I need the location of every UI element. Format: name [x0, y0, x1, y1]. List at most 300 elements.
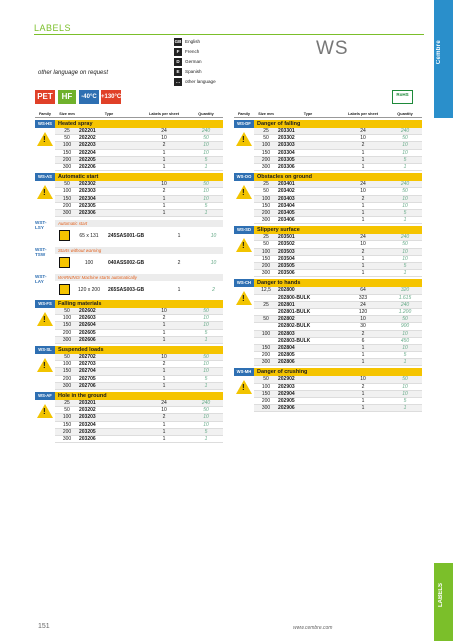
- table-cell: 10: [203, 421, 209, 428]
- table-cell: 203202: [79, 407, 96, 414]
- table-row: [254, 352, 422, 359]
- table-row: [55, 203, 223, 210]
- group-title-text: Suspended loads: [58, 347, 104, 353]
- table-cell: 24: [360, 234, 366, 241]
- table-cell: 2: [361, 248, 365, 255]
- group-rows: [254, 128, 422, 171]
- column-header-cell: Quantity: [397, 112, 413, 116]
- table-row: [254, 217, 422, 224]
- table-cell: 10: [360, 376, 366, 383]
- group-rows: [254, 234, 422, 277]
- table-cell: 24: [161, 399, 167, 406]
- table-cell: 50: [64, 354, 70, 360]
- table-cell: 10: [402, 149, 408, 156]
- table-row: [254, 323, 422, 330]
- language-name: other language: [185, 79, 216, 84]
- table-cell: 300: [62, 435, 72, 442]
- side-tab: [434, 563, 453, 641]
- wst-body: [55, 220, 223, 244]
- page-number: 151: [38, 623, 50, 630]
- table-cell: 150: [261, 255, 271, 262]
- table-cell: 50: [402, 241, 408, 248]
- group-tag: WS-CH: [234, 279, 254, 287]
- other-language-note: other language on request: [38, 70, 109, 76]
- language-item: [174, 67, 216, 77]
- table-cell: 300: [62, 209, 72, 216]
- group-pictogram: [35, 346, 55, 390]
- table-row: [254, 376, 422, 383]
- table-cell: 25: [263, 301, 269, 308]
- table-cell: 50: [203, 354, 209, 360]
- language-list: [174, 37, 216, 87]
- table-row: [254, 188, 422, 195]
- column-header: [35, 110, 223, 118]
- group-body: [55, 300, 223, 344]
- table-cell: 2: [361, 330, 365, 337]
- table-cell: 203303: [278, 142, 295, 149]
- column-header-cell: Type: [303, 112, 313, 116]
- table-cell: 203306: [278, 163, 295, 170]
- table-cell: [254, 295, 278, 301]
- wst-note: [55, 247, 223, 254]
- wst-note-text: Starts without warning: [58, 248, 102, 254]
- group-body: [254, 120, 422, 171]
- table-cell: 50: [64, 407, 70, 414]
- table-cell: 10: [360, 241, 366, 248]
- wst-qty: 10: [210, 232, 217, 239]
- table-cell: 1: [361, 163, 365, 170]
- table-cell: 30: [360, 323, 366, 330]
- table-row: [254, 345, 422, 352]
- group-tag: WS-OO: [234, 173, 254, 181]
- product-code: WS: [316, 38, 349, 59]
- table-row: [55, 142, 223, 149]
- table-cell: 50: [263, 188, 269, 195]
- table-cell: 50: [64, 181, 70, 188]
- language-item: [174, 47, 216, 57]
- group-rows: [55, 308, 223, 344]
- table-cell: 1: [361, 263, 365, 269]
- language-code: E: [174, 68, 182, 76]
- wst-tag: WST-LSY: [35, 220, 47, 231]
- warning-sign-icon: [236, 132, 252, 146]
- table-cell: 24: [360, 181, 366, 188]
- table-cell: 203206: [79, 435, 96, 442]
- table-row: [55, 383, 223, 390]
- table-cell: 1: [361, 255, 365, 262]
- table-cell: 100: [261, 383, 271, 390]
- wst-type: 245SAS001-GB: [108, 232, 145, 239]
- wst-tag: WST-TSW: [35, 247, 47, 258]
- table-cell: 1: [361, 398, 365, 404]
- table-cell: 1: [361, 270, 365, 277]
- table-cell: 1: [162, 421, 166, 428]
- table-row: [254, 316, 422, 323]
- table-cell: 202802: [278, 316, 295, 323]
- table-cell: 202802-BULK: [278, 323, 311, 330]
- wst-label-icon: [59, 257, 70, 268]
- group-body: [254, 226, 422, 277]
- table-row: [55, 436, 223, 443]
- column-header-cell: Type: [104, 112, 114, 116]
- table-cell: 50: [402, 135, 408, 142]
- table-row: [254, 210, 422, 217]
- group-tag: WS-SL: [35, 346, 55, 354]
- table-row: [254, 150, 422, 157]
- wst-note-text: WARNING! Machine starts automatically: [58, 275, 137, 281]
- table-row: [254, 270, 422, 277]
- table-cell: 50: [263, 316, 269, 323]
- table-cell: 203504: [278, 255, 295, 262]
- temp-high-badge: +130°C: [101, 90, 121, 104]
- table-cell: 200: [261, 209, 271, 216]
- table-cell: 202204: [79, 149, 96, 156]
- table-cell: 24: [161, 128, 167, 134]
- table-cell: 300: [261, 163, 271, 170]
- table-cell: 203205: [79, 428, 96, 435]
- table-row: [254, 384, 422, 391]
- wst-row: [55, 254, 223, 271]
- wst-body: [55, 247, 223, 271]
- table-cell: 10: [203, 322, 209, 329]
- warning-sign-icon: [236, 380, 252, 394]
- table-row: [254, 234, 422, 241]
- table-cell: 200: [62, 202, 72, 209]
- table-cell: 10: [203, 368, 209, 375]
- table-cell: 10: [161, 135, 167, 142]
- brand-tab: [434, 0, 453, 118]
- table-cell: 202302: [79, 181, 96, 188]
- table-cell: 10: [161, 407, 167, 414]
- pet-badge: PET: [35, 90, 55, 104]
- language-item: [174, 57, 216, 67]
- table-cell: 1: [361, 149, 365, 156]
- table-cell: 10: [402, 202, 408, 209]
- language-code: F: [174, 48, 182, 56]
- table-cell: 10: [402, 390, 408, 397]
- table-cell: 1: [162, 329, 166, 336]
- group-title-text: Hole in the ground: [58, 392, 107, 399]
- table-cell: 2: [361, 195, 365, 202]
- table-cell: 10: [402, 330, 408, 337]
- wst-item: [35, 220, 223, 244]
- table-cell: 1: [162, 322, 166, 329]
- group-rows: [55, 400, 223, 443]
- group-rows: [254, 181, 422, 224]
- language-name: English: [185, 39, 201, 44]
- table-cell: 202201: [79, 128, 96, 134]
- table-cell: 10: [402, 383, 408, 390]
- group-title-text: Slippery surface: [257, 227, 300, 234]
- table-cell: 300: [62, 382, 72, 389]
- wst-qty: 2: [212, 286, 215, 293]
- group-body: [55, 392, 223, 443]
- table-cell: 1: [162, 156, 166, 163]
- column-header-cell: Size mm: [59, 112, 75, 116]
- group-tag: WS-MH: [234, 368, 254, 376]
- table-row: [254, 263, 422, 270]
- group-body: [55, 173, 223, 217]
- table-cell: 202303: [79, 188, 96, 195]
- table-cell: 203502: [278, 241, 295, 248]
- table-cell: 200: [62, 156, 72, 163]
- hf-badge: HF: [58, 90, 76, 104]
- table-cell: 10: [402, 344, 408, 351]
- table-cell: 50: [64, 135, 70, 142]
- website-link[interactable]: www.cembre.com: [293, 625, 333, 631]
- table-cell: 202706: [79, 382, 96, 389]
- table-cell: 1: [204, 382, 208, 389]
- table-cell: 200: [62, 375, 72, 382]
- table-cell: 100: [261, 330, 271, 337]
- wst-note-text: Automatic start: [58, 221, 88, 227]
- column-header-cell: Labels per sheet: [348, 112, 378, 116]
- table-row: [254, 164, 422, 171]
- section-title: LABELS: [34, 23, 72, 33]
- wst-labels: 2: [177, 259, 181, 266]
- table-cell: 240: [400, 128, 410, 134]
- product-group: [35, 120, 223, 171]
- table-cell: 1: [361, 202, 365, 209]
- table-cell: 202206: [79, 163, 96, 170]
- table-row: [254, 405, 422, 412]
- table-cell: 203305: [278, 156, 295, 163]
- table-cell: 10: [360, 188, 366, 195]
- table-cell: 320: [400, 287, 410, 294]
- table-cell: 1: [403, 217, 407, 224]
- table-cell: 203406: [278, 217, 295, 224]
- warning-sign-icon: [236, 291, 252, 305]
- table-cell: 203404: [278, 202, 295, 209]
- table-cell: 1: [162, 149, 166, 156]
- table-cell: 203203: [79, 414, 96, 421]
- header-rule: [34, 34, 424, 35]
- table-cell: 10: [402, 195, 408, 202]
- group-body: [254, 279, 422, 366]
- table-cell: 202801: [278, 301, 295, 308]
- table-cell: 150: [261, 344, 271, 351]
- group-title-text: Automatic start: [58, 174, 99, 181]
- product-group: [234, 120, 422, 171]
- table-cell: 1: [162, 435, 166, 442]
- table-cell: 203505: [278, 263, 295, 269]
- table-cell: 50: [203, 181, 209, 188]
- group-title-text: Falling materials: [58, 301, 102, 308]
- group-body: [254, 173, 422, 224]
- table-row: [55, 337, 223, 344]
- group-title: [254, 279, 422, 287]
- table-cell: 323: [358, 294, 368, 301]
- table-cell: 100: [261, 142, 271, 149]
- table-row: [254, 287, 422, 294]
- group-tag: WS-AF: [35, 392, 55, 400]
- table-row: [254, 338, 422, 345]
- table-row: [254, 181, 422, 188]
- table-cell: 300: [261, 270, 271, 277]
- group-pictogram: [35, 173, 55, 217]
- column-header-cell: Quantity: [198, 112, 214, 116]
- table-cell: 1: [162, 202, 166, 209]
- table-cell: 100: [62, 142, 72, 149]
- table-cell: 300: [261, 217, 271, 224]
- group-tag: WS-SD: [234, 226, 254, 234]
- product-group: [35, 392, 223, 443]
- table-cell: 2: [361, 383, 365, 390]
- table-cell: 2: [162, 361, 166, 368]
- table-cell: 202902: [278, 376, 295, 383]
- table-cell: 25: [263, 181, 269, 188]
- group-rows: [254, 287, 422, 366]
- table-cell: 5: [403, 352, 407, 359]
- group-title-text: Heated spray: [58, 121, 93, 127]
- column-header-cell: Labels per sheet: [149, 112, 179, 116]
- wst-row: [55, 281, 223, 298]
- table-row: [55, 376, 223, 383]
- table-cell: 10: [203, 414, 209, 421]
- table-cell: 100: [62, 361, 72, 368]
- table-row: [254, 331, 422, 338]
- table-cell: 150: [62, 322, 72, 329]
- table-cell: 203506: [278, 270, 295, 277]
- table-row: [55, 308, 223, 315]
- rohs-badge: RoHS: [392, 90, 413, 104]
- table-cell: 150: [261, 202, 271, 209]
- wst-body: [55, 274, 223, 298]
- product-group: [35, 300, 223, 344]
- table-row: [55, 164, 223, 171]
- table-cell: 50: [263, 135, 269, 142]
- table-cell: 1: [361, 352, 365, 359]
- group-pictogram: [35, 300, 55, 344]
- table-cell: 5: [403, 209, 407, 216]
- warning-sign-icon: [37, 185, 53, 199]
- wst-label-icon: [59, 284, 70, 295]
- group-title: [55, 300, 223, 308]
- table-row: [254, 309, 422, 316]
- table-cell: 1: [403, 270, 407, 277]
- group-tag: WS-AS: [35, 173, 55, 181]
- table-cell: 900: [400, 323, 410, 330]
- table-cell: 202800-BULK: [278, 294, 311, 301]
- table-row: [254, 302, 422, 309]
- table-cell: 202202: [79, 135, 96, 142]
- table-cell: 1.615: [398, 294, 412, 301]
- group-title: [254, 173, 422, 181]
- table-cell: 300: [261, 405, 271, 412]
- temp-low-badge: -40°C: [79, 90, 99, 104]
- table-cell: [254, 338, 278, 344]
- table-cell: 203201: [79, 399, 96, 406]
- table-row: [254, 135, 422, 142]
- table-cell: 1: [403, 405, 407, 412]
- column-header-cell: Family: [38, 112, 52, 116]
- table-cell: 10: [203, 195, 209, 202]
- table-cell: [254, 309, 278, 315]
- table-cell: 1: [361, 156, 365, 163]
- table-row: [254, 142, 422, 149]
- table-cell: 202305: [79, 202, 96, 209]
- group-rows: [254, 376, 422, 412]
- group-title: [254, 226, 422, 234]
- table-cell: 202803-BULK: [278, 337, 311, 344]
- table-row: [254, 295, 422, 302]
- table-cell: 2: [162, 315, 166, 322]
- table-cell: 2: [162, 142, 166, 149]
- table-cell: 202702: [79, 354, 96, 360]
- table-cell: 1: [403, 163, 407, 170]
- table-cell: 100: [62, 315, 72, 322]
- table-cell: 150: [261, 390, 271, 397]
- wst-labels: 1: [177, 232, 181, 239]
- table-cell: 202904: [278, 390, 295, 397]
- table-cell: 24: [360, 301, 366, 308]
- table-cell: 1: [361, 217, 365, 224]
- table-cell: 202704: [79, 368, 96, 375]
- table-cell: 1: [204, 163, 208, 170]
- table-cell: 202604: [79, 322, 96, 329]
- table-cell: 10: [360, 316, 366, 323]
- table-cell: 202905: [278, 398, 295, 404]
- table-cell: 64: [360, 287, 366, 294]
- group-pictogram: [234, 173, 254, 224]
- table-cell: 6: [361, 337, 365, 344]
- wst-label-icon: [59, 230, 70, 241]
- table-cell: 100: [261, 248, 271, 255]
- table-cell: 2: [162, 188, 166, 195]
- product-group: [35, 173, 223, 217]
- table-cell: 1: [162, 336, 166, 343]
- table-row: [254, 256, 422, 263]
- wst-note: [55, 220, 223, 227]
- table-cell: 240: [201, 128, 211, 134]
- table-cell: 10: [161, 354, 167, 360]
- table-row: [55, 322, 223, 329]
- table-cell: 203301: [278, 128, 295, 134]
- table-row: [55, 196, 223, 203]
- table-cell: 150: [62, 368, 72, 375]
- language-code: GB: [174, 39, 182, 44]
- table-cell: 203402: [278, 188, 295, 195]
- table-row: [254, 398, 422, 405]
- table-cell: 50: [402, 316, 408, 323]
- group-rows: [55, 128, 223, 171]
- table-cell: 1: [162, 209, 166, 216]
- table-cell: 24: [360, 128, 366, 134]
- wst-labels: 1: [177, 286, 181, 293]
- table-cell: 150: [62, 149, 72, 156]
- language-code: D: [174, 58, 182, 66]
- table-cell: 203302: [278, 135, 295, 142]
- table-cell: 50: [203, 407, 209, 414]
- table-cell: 1: [162, 382, 166, 389]
- table-cell: 202602: [79, 308, 96, 315]
- table-cell: 202803: [278, 330, 295, 337]
- table-row: [55, 368, 223, 375]
- table-cell: 240: [400, 301, 410, 308]
- table-cell: 202603: [79, 315, 96, 322]
- wst-type: 040ASS002-GB: [108, 259, 145, 266]
- table-cell: 1: [162, 428, 166, 435]
- table-cell: 10: [203, 149, 209, 156]
- table-cell: 202606: [79, 336, 96, 343]
- table-cell: 10: [203, 361, 209, 368]
- wst-item: [35, 247, 223, 271]
- table-cell: 202304: [79, 195, 96, 202]
- table-cell: 200: [62, 428, 72, 435]
- table-cell: 1: [162, 375, 166, 382]
- table-cell: 5: [204, 156, 208, 163]
- table-cell: 50: [263, 241, 269, 248]
